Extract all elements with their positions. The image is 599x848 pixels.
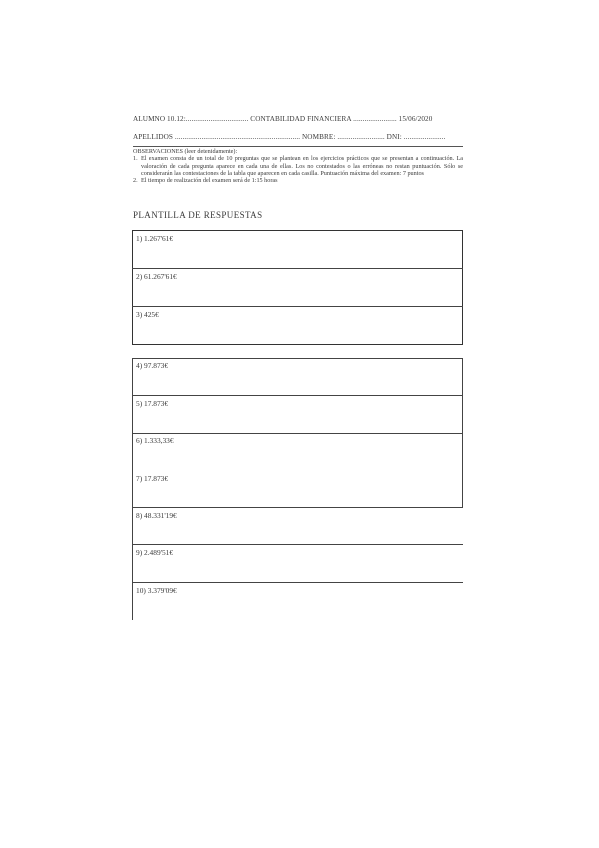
answer-1: 1) 1.267'61€ xyxy=(136,234,174,243)
answers-table-part-1 xyxy=(132,230,463,345)
observation-number: 2. xyxy=(133,177,138,185)
table-row-divider xyxy=(132,544,463,545)
answer-7: 7) 17.873€ xyxy=(136,474,169,483)
observation-item xyxy=(133,177,463,184)
template-title: PLANTILLA DE RESPUESTAS xyxy=(133,210,263,220)
observation-text: El tiempo de realización del examen será de 1:15 horas xyxy=(141,177,278,185)
answer-6: 6) 1.333,33€ xyxy=(136,436,174,445)
table-row-divider xyxy=(132,507,463,508)
observation-number: 1. xyxy=(133,155,138,163)
table-row-divider xyxy=(132,358,463,359)
answer-8: 8) 48.331'19€ xyxy=(136,511,177,520)
header-divider xyxy=(133,146,463,147)
table-row-divider xyxy=(132,268,463,269)
table-row-divider xyxy=(132,395,463,396)
observation-text: El examen consta de un total de 10 preguntas que se plantean en los ejercicios prácticos que se presentan a continuación. La valoración de cada pregunta aparece en cada una de ellas. Los no contestados o las erróneas no restan puntuación. Sólo se considerarán las contestaciones de la tabla que aparecen en cada casilla. Puntuación máxima del examen: 7 puntos xyxy=(141,155,463,177)
answer-3: 3) 425€ xyxy=(136,310,159,319)
answer-9: 9) 2.489'51€ xyxy=(136,548,174,557)
table-right-border xyxy=(462,358,463,508)
header-line-apellidos: APELLIDOS .................................................................. NOMBRE: ......................... DNI: ...................... xyxy=(133,133,446,141)
answer-5: 5) 17.873€ xyxy=(136,399,169,408)
answer-10: 10) 3.379'09€ xyxy=(136,586,177,595)
observations xyxy=(133,148,463,184)
header-line-alumno: ALUMNO 10.12:................................. CONTABILIDAD FINANCIERA ....................... 15/06/2020 xyxy=(133,115,433,123)
observation-item xyxy=(133,155,463,177)
table-row-divider xyxy=(132,582,463,583)
table-row-divider xyxy=(132,433,463,434)
table-left-border xyxy=(132,358,133,620)
answer-4: 4) 97.873€ xyxy=(136,361,169,370)
observations-heading: OBSERVACIONES (leer detenidamente): xyxy=(133,148,238,155)
table-row-divider xyxy=(132,306,463,307)
answer-2: 2) 61.267'61€ xyxy=(136,272,177,281)
